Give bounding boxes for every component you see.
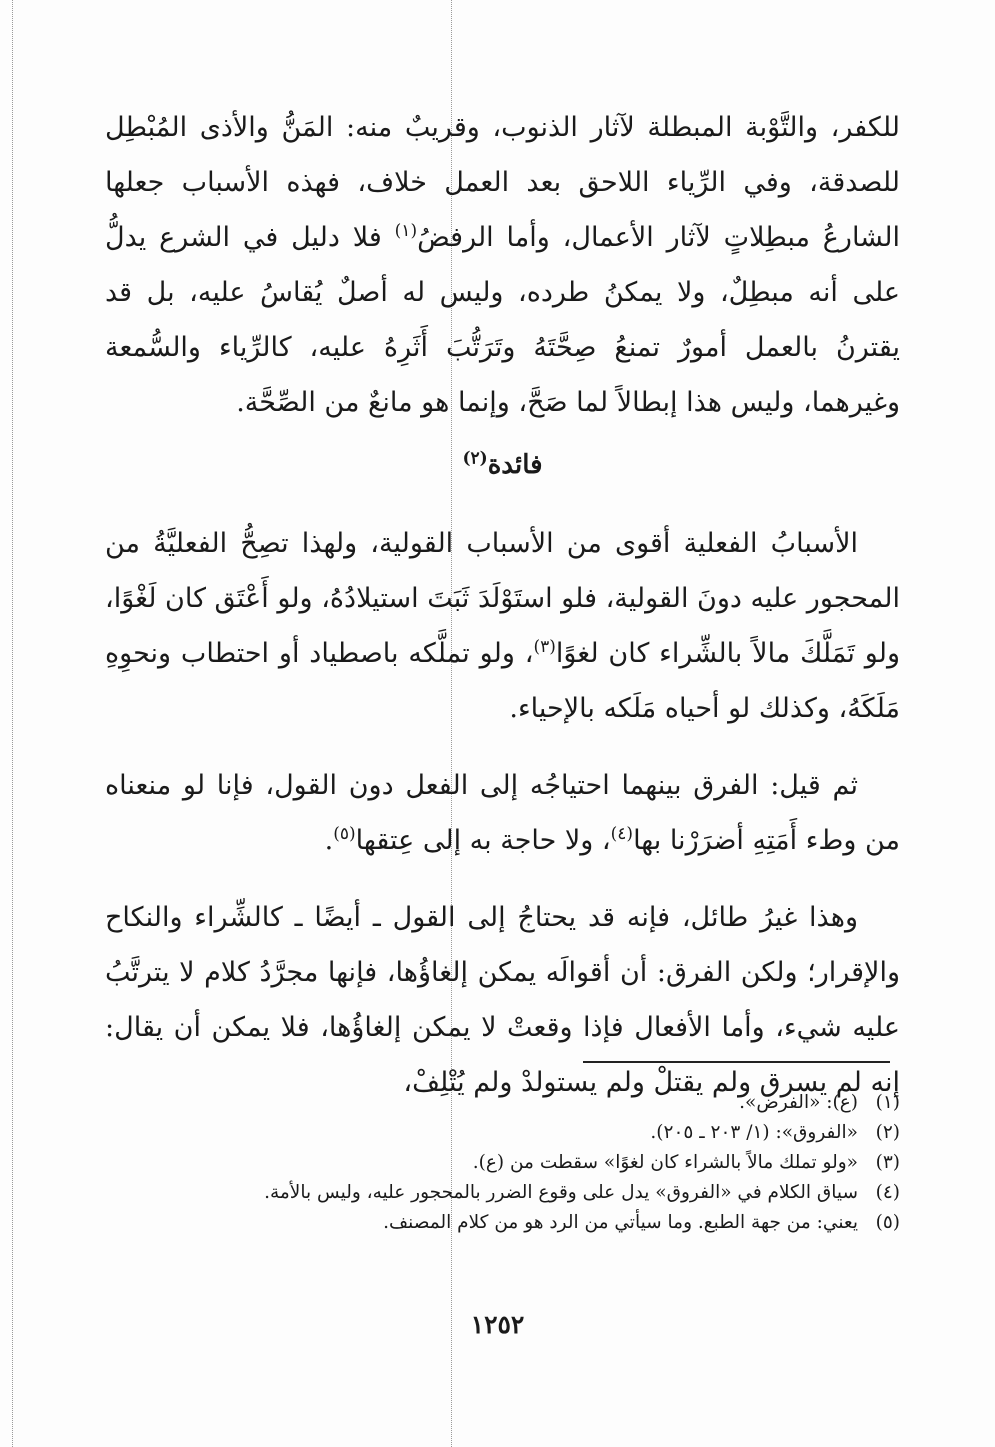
- footnote-number: (٤): [875, 1182, 900, 1203]
- footnote-number: (٢): [875, 1122, 900, 1143]
- footnote-text: «ولو تملك مالاً بالشراء كان لغوًا» سقطت من (ع).: [472, 1152, 858, 1173]
- section-heading: [105, 440, 900, 490]
- paragraph-3-text-b: ، ولا حاجة به إلى عِتقها: [355, 825, 611, 856]
- footnote-ref-2: (٢): [462, 448, 488, 469]
- footnote-text: (ع): «الفرض».: [739, 1092, 858, 1113]
- footnote-1: [105, 1088, 900, 1118]
- footnote-number: (٥): [875, 1212, 900, 1233]
- footnote-ref-4: (٤): [610, 824, 634, 844]
- footnote-2: [105, 1118, 900, 1148]
- paragraph-1: [105, 100, 900, 430]
- section-heading-text: فائدة: [487, 450, 543, 480]
- main-text: [105, 100, 900, 1110]
- footnote-4: [105, 1178, 900, 1208]
- paragraph-2-text-a: الأسبابُ الفعلية أقوى من الأسباب القولية، ولهذا تصِحُّ الفعليَّةُ من المحجور عليه دونَ القولية، فلو استَوْلَدَ ثَبَتَ استيلادُهُ، ولو أَعْتَق كان لَغْوًا، ولو تَمَلَّكَ مالاً بالشِّراء كان لغوًا: [105, 528, 900, 669]
- footnote-separator: [583, 1061, 890, 1063]
- footnote-3: [105, 1148, 900, 1178]
- paragraph-3-text-a: ثم قيل: الفرق بينهما احتياجُه إلى الفعل دون القول، فإنا لو منعناه من وطء أَمَتِهِ أضرَرْنا بها: [105, 770, 900, 856]
- footnote-ref-3: (٣): [533, 637, 556, 657]
- footnote-ref-5: (٥): [333, 824, 356, 844]
- paragraph-1-text-a: للكفر، والتَّوْبة المبطلة لآثار الذنوب، وقريبٌ منه: المَنُّ والأذى المُبْطِل للصدقة، وفي الرِّياء اللاحق بعد العمل خلاف، فهذه الأسباب جعلها الشارعُ مبطِلاتٍ لآثار الأعمال، وأما الرفضُ: [105, 112, 900, 253]
- paragraph-2-text-b: ، ولو تملَّكه باصطياد أو احتطاب ونحوِهِ مَلَكَهُ، وكذلك لو أحياه مَلَكه بالإحياء.: [105, 638, 900, 724]
- page-number: ١٢٥٢: [470, 1310, 525, 1339]
- paragraph-4: وهذا غيرُ طائل، فإنه قد يحتاجُ إلى القول ـ أيضًا ـ كالشِّراء والنكاح والإقرار؛ ولكن الفرق: أن أقوالَه يمكن إلغاؤُها، فإنها مجرَّدُ كلام لا يترتَّبُ عليه شيء، وأما الأفعال فإذا وقعتْ لا يمكن إلغاؤُها، فلا يمكن أن يقال: إنه لم يسرق ولم يقتلْ ولم يستولدْ ولم يُتْلِفْ،: [105, 902, 900, 1098]
- footnote-text: سياق الكلام في «الفروق» يدل على وقوع الضرر بالمحجور عليه، وليس بالأمة.: [264, 1182, 858, 1203]
- paragraph-3-text-c: .: [324, 825, 334, 856]
- scan-margin-line-left: [12, 0, 13, 1447]
- paragraph-2: [105, 516, 900, 736]
- footnote-5: [105, 1208, 900, 1238]
- footnote-number: (١): [875, 1092, 900, 1113]
- footnotes: [105, 1088, 900, 1238]
- footnote-text: «الفروق»: (١/ ٢٠٣ ـ ٢٠٥).: [650, 1122, 858, 1143]
- footnote-number: (٣): [875, 1152, 900, 1173]
- footnote-text: يعني: من جهة الطبع. وما سيأتي من الرد هو من كلام المصنف.: [383, 1212, 858, 1233]
- footnote-ref-1: (١): [394, 221, 418, 241]
- paragraph-1-text-b: فلا دليل في الشرع يدلُّ على أنه مبطِلٌ، ولا يمكنُ طرده، وليس له أصلٌ يُقاسُ عليه، بل قد يقترنُ بالعمل أمورٌ تمنعُ صِحَّتَهُ وتَرَتُّبَ أَثَرِهُ عليه، كالرِّياء والسُّمعة وغيرهما، وليس هذا إبطالاً لما صَحَّ، وإنما هو مانعٌ من الصِّحَّة.: [105, 222, 900, 418]
- paragraph-3: [105, 758, 900, 868]
